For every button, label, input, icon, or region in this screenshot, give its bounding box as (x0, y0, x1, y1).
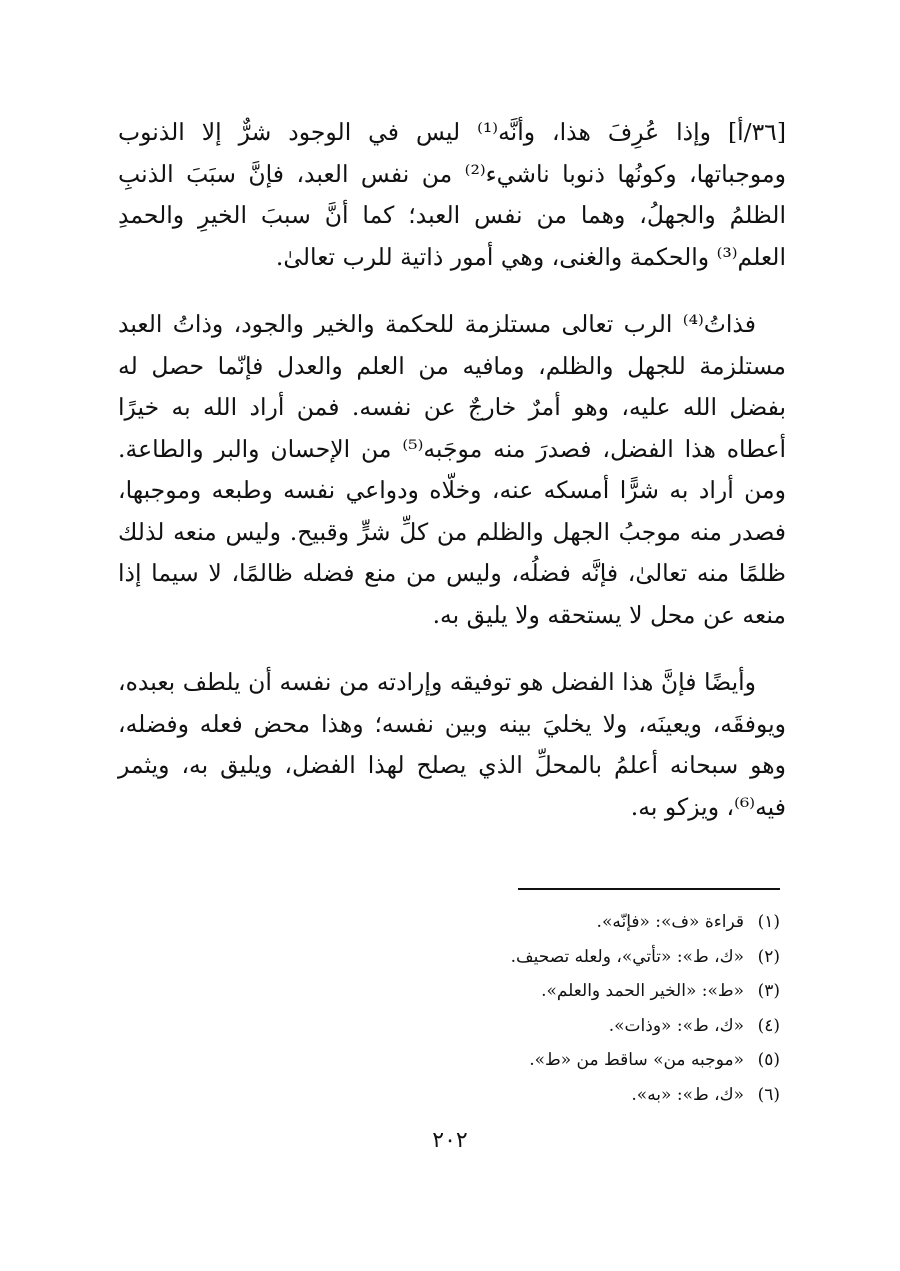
footnote-number: (٦) (757, 1084, 780, 1105)
footnote-number: (٣) (757, 981, 780, 1001)
text-line: موجبُ الجهل والظلم من كلِّ شرٍّ وقبيح. وليس منعه لذلك ظلمًا منه (118, 517, 786, 587)
text-line: العلم⁽³⁾ والحكمة والغنى، وهي أمور ذاتية للرب تعالىٰ. (275, 242, 786, 271)
text-line: وأيضًا فإنَّ هذا الفضل هو توفيقه وإرادته من نفسه أن يلطف بعبده، (118, 668, 756, 696)
footnote-1 (220, 905, 780, 940)
text-line: محل لا يستحقه ولا يليق به. (432, 600, 696, 629)
text-line: ويوفقَه، ويعينَه، ولا يخليَ بينه وبين نفسه؛ وهذا محض فعله وفضله، (118, 709, 786, 738)
paragraph-3 (118, 662, 786, 828)
footnote-4 (220, 1009, 780, 1044)
footnote-text: «موجبه من» ساقط من «ط». (529, 1050, 744, 1070)
text-line: [٣٦/أ] وإذا عُرِفَ هذا، وأنَّه⁽¹⁾ ليس في الوجود شرٌّ إلا الذنوب (118, 118, 786, 146)
footnote-number: (٥) (757, 1050, 780, 1070)
footnote-number: (١) (757, 912, 780, 932)
text-line: الله عليه، وهو أمرٌ خارجٌ عن نفسه. فمن أراد الله به خيرًا أعطاه هذا (118, 393, 786, 463)
footnote-text: «ط»: «الخير الحمد والعلم». (541, 981, 744, 1001)
footnote-3 (220, 974, 780, 1009)
footnote-6 (220, 1078, 780, 1113)
footnote-text: «ك، ط»: «وذات». (608, 1015, 744, 1036)
text-line: مستلزمة للجهل والظلم، ومافيه من العلم والعدل فإنّما حصل له بفضل (118, 351, 786, 421)
text-line: الظلمُ والجهلُ، وهما من نفس العبد؛ كما أنَّ سببَ الخيرِ والحمدِ (118, 201, 786, 229)
text-line: وموجباتها، وكونُها ذنوبا ناشيء⁽²⁾ من نفس العبد، فإنَّ سبَبَ الذنبِ (118, 159, 786, 188)
footnotes-list (220, 905, 780, 1112)
paragraph-1 (118, 112, 786, 278)
footnote-5 (220, 1043, 780, 1078)
footnote-text: قراءة «ف»: «فإنّه». (596, 912, 744, 932)
text-line: تعالىٰ، فإنَّه فضلُه، وليس من منع فضله ظالمًا، لا سيما إذا منعه عن (118, 559, 786, 629)
paragraph-2 (118, 304, 786, 636)
footnote-divider (518, 888, 780, 890)
text-line: شرًّا أمسكه عنه، وخلّاه ودواعي نفسه وطبعه وموجبها، فصدر منه (118, 476, 786, 546)
text-line: فيه⁽⁶⁾، ويزكو به. (630, 792, 786, 821)
text-line: وهو سبحانه أعلمُ بالمحلِّ الذي يصلح لهذا الفضل، ويليق به، ويثمر (118, 751, 786, 779)
text-line: الفضل، فصدرَ منه موجَبه⁽⁵⁾ من الإحسان والبر والطاعة. ومن أراد به (118, 434, 786, 504)
footnote-number: (٤) (757, 1015, 780, 1036)
text-line: فذاتُ⁽⁴⁾ الرب تعالى مستلزمة للحكمة والخير والجود، وذاتُ العبد (118, 310, 756, 338)
footnote-text: «ك، ط»: «به». (631, 1084, 744, 1105)
main-text (118, 112, 786, 828)
page-number: ٢٠٢ (432, 1128, 468, 1153)
footnote-number: (٢) (757, 946, 780, 967)
footnote-2 (220, 940, 780, 975)
footnote-text: «ك، ط»: «تأتي»، ولعله تصحيف. (510, 946, 744, 967)
